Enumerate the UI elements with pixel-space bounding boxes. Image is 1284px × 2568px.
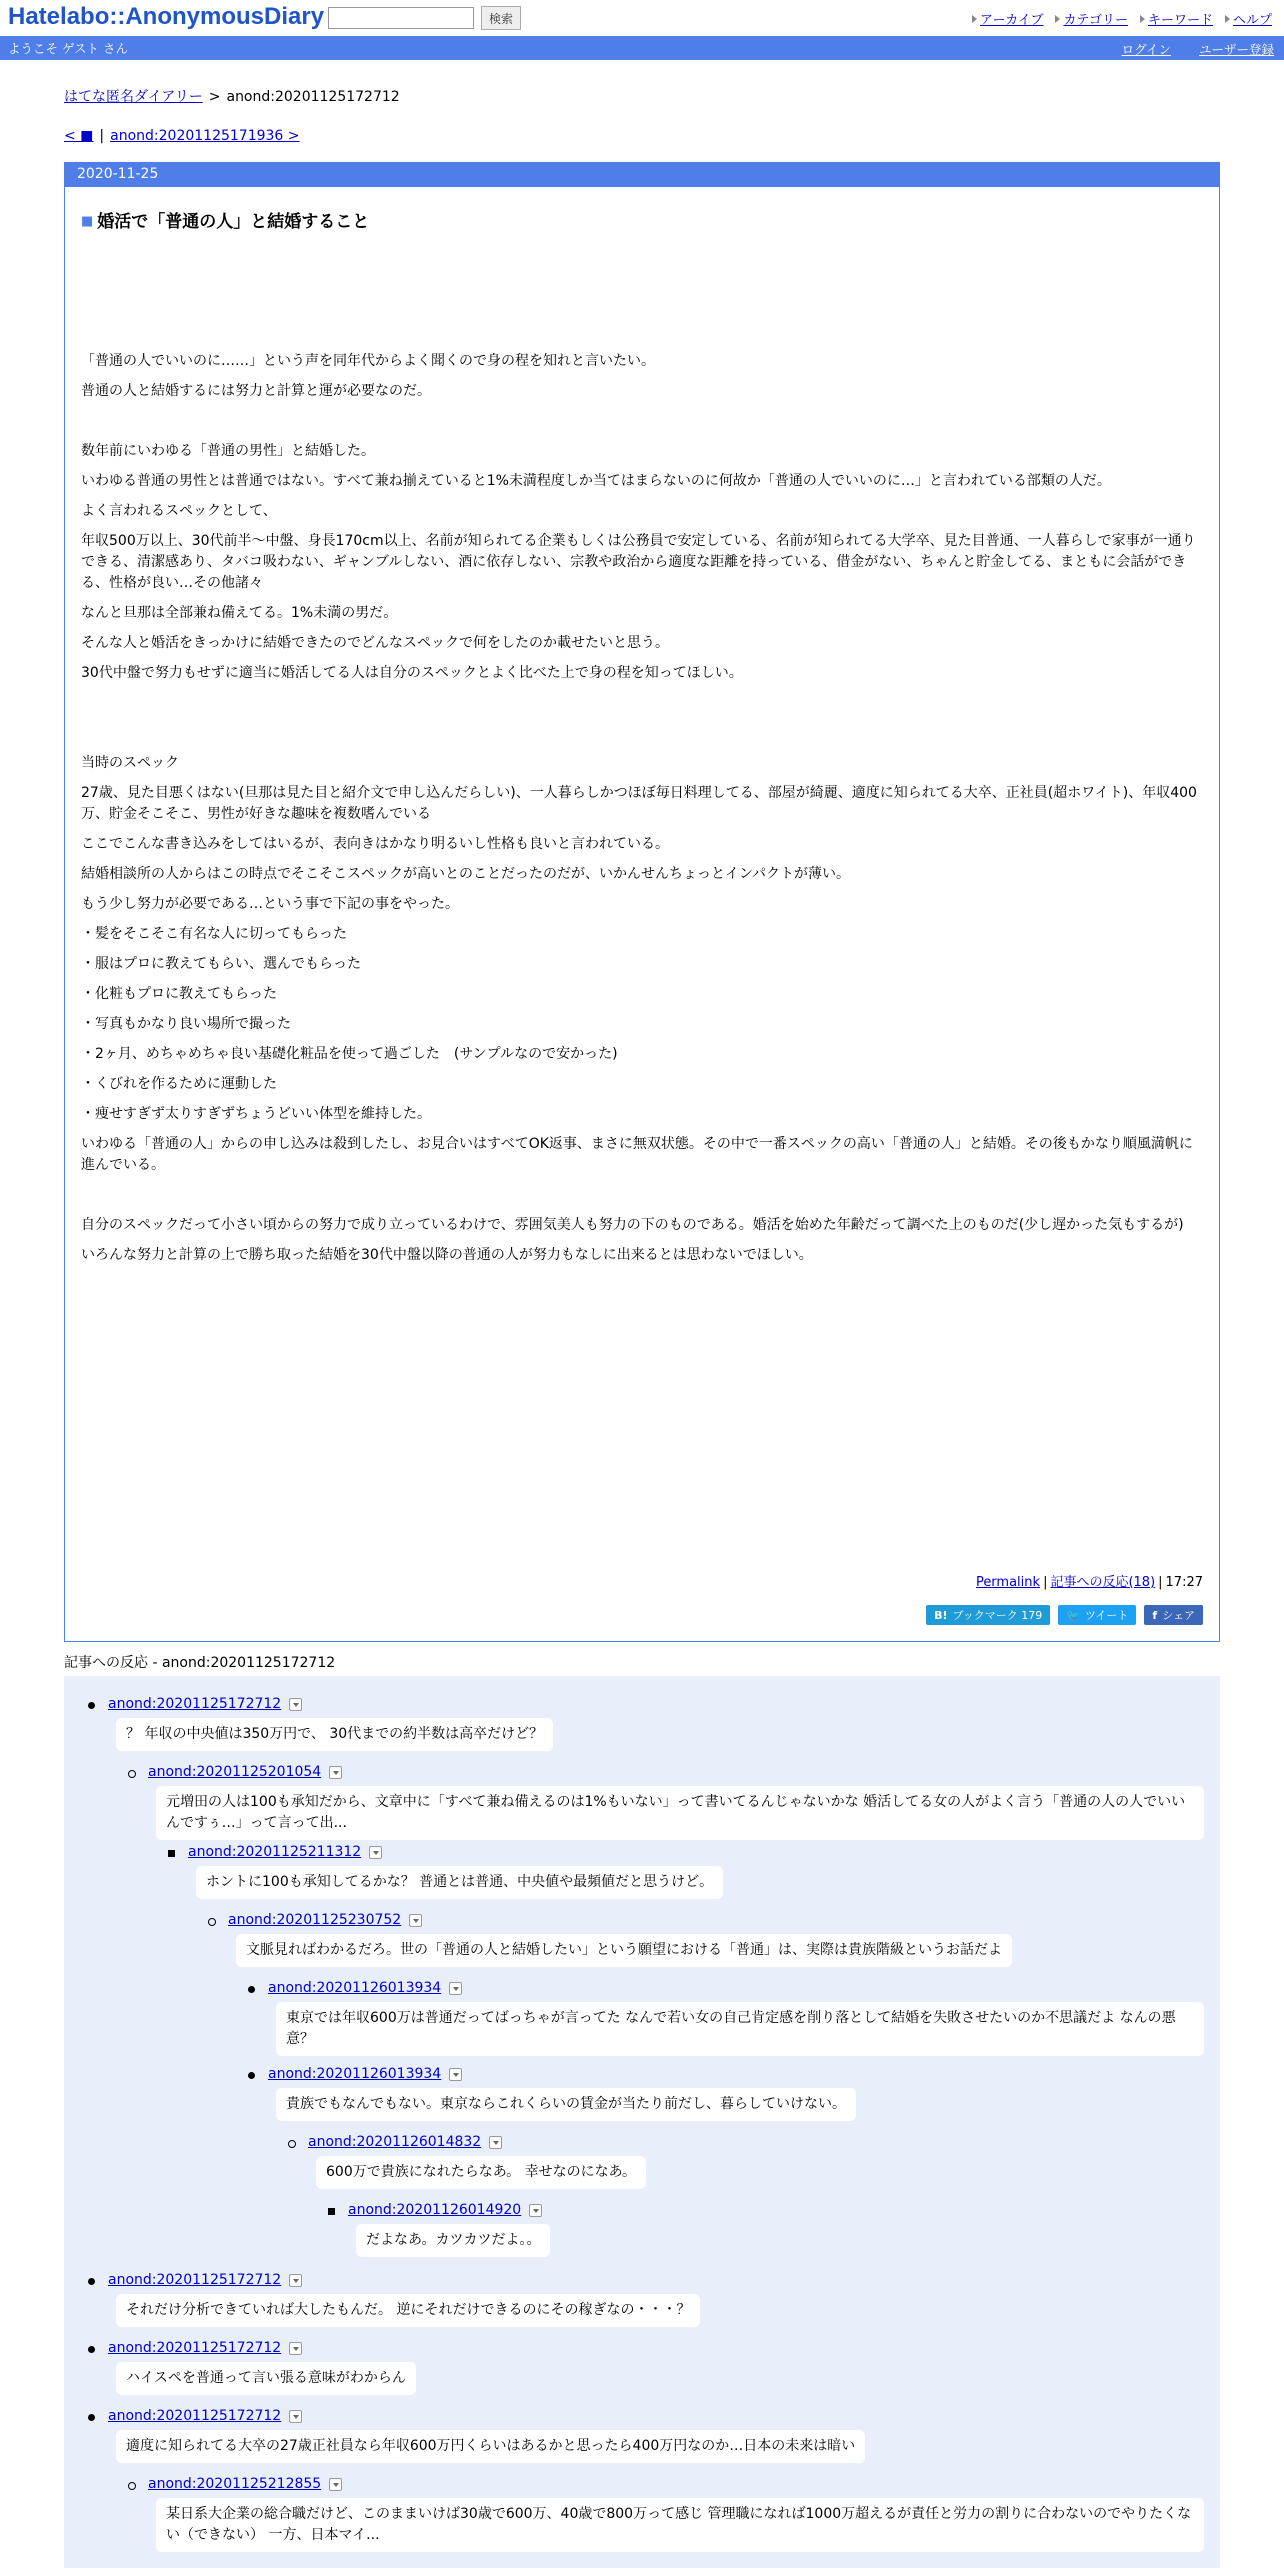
dropdown-menu-icon[interactable]: [369, 1846, 382, 1859]
entry-paragraph: よく言われるスペックとして、: [81, 503, 277, 519]
entry-paragraph: いわゆる普通の男性とは普通ではない。すべて兼ね揃えていると1%未満程度しか当てはまらないのに何故か「普通の人でいいのに…」と言われている部類の人だ。: [81, 473, 1111, 489]
facebook-icon: f: [1152, 1608, 1158, 1622]
nav-keyword-link[interactable]: キーワード: [1147, 13, 1213, 28]
entry-paragraph: 27歳、見た目悪くはない(旦那は見た目と紹介文で申し込んだらしい)、一人暮らしかつほぼ毎日料理してる、部屋が綺麗、適度に知られてる大卒、正社員(超ホワイト)、年収400万、貯金そこそこ、男性が好きな趣味を複数嗜んでいる: [81, 785, 1197, 822]
response-header: [108, 1696, 302, 1712]
response-link[interactable]: anond:20201126013934: [268, 1980, 442, 1996]
list-bullet-icon: [208, 1918, 216, 1926]
top-bar: [0, 0, 1284, 36]
top-nav: [972, 9, 1272, 28]
footer-separator: |: [1158, 1575, 1163, 1590]
response-header: [108, 2408, 302, 2424]
responses-heading: 記事への反応 - anond:20201125172712: [64, 1652, 1220, 1677]
response-excerpt: ハイスペを普通って言い張る意味がわからん: [116, 2362, 416, 2395]
entry-paragraph: ・化粧もプロに教えてもらった: [81, 986, 277, 1002]
permalink-link[interactable]: Permalink: [975, 1575, 1041, 1590]
list-bullet-icon: [88, 2346, 95, 2353]
search-button[interactable]: 検索: [481, 6, 521, 30]
breadcrumb-home-link[interactable]: はてな匿名ダイアリー: [64, 89, 203, 105]
nav-archive[interactable]: [972, 9, 1044, 28]
entry-title: [81, 207, 369, 232]
breadcrumb-current: anond:20201125172712: [226, 89, 400, 105]
response-link[interactable]: anond:20201125172712: [108, 1696, 282, 1712]
nav-help[interactable]: [1225, 9, 1272, 28]
share-buttons: [926, 1605, 1203, 1625]
list-bullet-icon: [248, 1986, 255, 1993]
welcome-bar: [0, 36, 1284, 60]
dropdown-menu-icon[interactable]: [329, 1766, 342, 1779]
entry-pager: [64, 128, 300, 144]
dropdown-menu-icon[interactable]: [489, 2136, 502, 2149]
entry-paragraph: そんな人と婚活をきっかけに結婚できたのでどんなスペックで何をしたのか載せたいと思う。: [81, 635, 669, 651]
nav-category-link[interactable]: カテゴリー: [1063, 13, 1128, 28]
tweet-button[interactable]: [1058, 1605, 1136, 1625]
bookmark-count: 179: [1021, 1608, 1043, 1622]
response-link[interactable]: anond:20201125172712: [108, 2272, 282, 2288]
dropdown-menu-icon[interactable]: [289, 2342, 302, 2355]
list-bullet-icon: [88, 2278, 95, 2285]
dropdown-menu-icon[interactable]: [449, 1982, 462, 1995]
hatena-bookmark-button[interactable]: [926, 1605, 1050, 1625]
twitter-bird-icon: 🐦: [1066, 1608, 1080, 1622]
nav-archive-link[interactable]: アーカイブ: [979, 13, 1044, 28]
response-header: [348, 2202, 542, 2218]
nav-keyword[interactable]: [1140, 9, 1213, 28]
nav-category[interactable]: [1055, 9, 1127, 28]
entry-paragraph: ・服はプロに教えてもらい、選んでもらった: [81, 956, 361, 972]
response-link[interactable]: anond:20201126014832: [308, 2134, 482, 2150]
response-excerpt: 文脈見ればわかるだろ。世の「普通の人と結婚したい」という願望における「普通」は、実際は貴族階級というお話だよ: [236, 1934, 1012, 1967]
entry-paragraph: ここでこんな書き込みをしてはいるが、表向きはかなり明るいし性格も良いと言われている。: [81, 836, 669, 852]
entry-paragraph: いわゆる「普通の人」からの申し込みは殺到したし、お見合いはすべてOK返事、まさに無双状態。その中で一番スペックの高い「普通の人」と結婚。その後もかなり順風満帆に進んでいる。: [81, 1136, 1193, 1173]
responses-tree: [64, 1676, 1220, 2568]
response-header: [188, 1844, 382, 1860]
footer-separator: |: [1043, 1575, 1048, 1590]
response-excerpt: 適度に知られてる大卒の27歳正社員なら年収600万円くらいはあるかと思ったら400万円なのか…日本の未来は暗い: [116, 2430, 865, 2463]
list-bullet-icon: [88, 2414, 95, 2421]
entry-paragraph: いろんな努力と計算の上で勝ち取った結婚を30代中盤以降の普通の人が努力もなしに出来るとは思わないでほしい。: [81, 1247, 813, 1263]
entry-footer: [976, 1571, 1203, 1590]
triangle-icon: [1140, 15, 1145, 23]
entry-paragraph: [81, 411, 1201, 432]
triangle-icon: [1225, 15, 1230, 23]
entry-paragraph: 数年前にいわゆる「普通の男性」と結婚した。: [81, 443, 375, 459]
response-excerpt: ホントに100も承知してるかな？ 普通とは普通、中央値や最頻値だと思うけど。: [196, 1866, 723, 1899]
dropdown-menu-icon[interactable]: [529, 2204, 542, 2217]
entry-paragraph: [81, 723, 1201, 744]
response-link[interactable]: anond:20201125212855: [148, 2476, 322, 2492]
dropdown-menu-icon[interactable]: [329, 2478, 342, 2491]
entry-title-text: 婚活で「普通の人」と結婚すること: [97, 212, 370, 232]
entry-paragraph: もう少し努力が必要である…という事で下記の事をやった。: [81, 896, 459, 912]
bookmark-icon: B!: [934, 1608, 948, 1622]
entry-paragraph: 結婚相談所の人からはこの時点でそこそこスペックが高いとのことだったのだが、いかんせんちょっとインパクトが薄い。: [81, 866, 851, 882]
dropdown-menu-icon[interactable]: [289, 2274, 302, 2287]
bookmark-label: ブックマーク: [952, 1609, 1018, 1622]
entry-body: [81, 351, 1201, 1275]
triangle-icon: [972, 15, 977, 23]
response-header: [268, 2066, 462, 2082]
pager-separator: |: [99, 128, 105, 144]
search-input[interactable]: [328, 7, 474, 29]
response-header: [268, 1980, 462, 1996]
prev-entry-link[interactable]: < ■: [64, 128, 94, 144]
login-link[interactable]: ログイン: [1121, 42, 1171, 57]
list-bullet-icon: [248, 2072, 255, 2079]
response-link[interactable]: anond:20201125172712: [108, 2408, 282, 2424]
entry-paragraph: ・痩せすぎず太りすぎずちょうどいい体型を維持した。: [81, 1106, 431, 1122]
response-excerpt: 貴族でもなんでもない。東京ならこれくらいの賃金が当たり前だし、暮らしていけない。: [276, 2088, 856, 2121]
list-bullet-icon: [128, 1770, 136, 1778]
dropdown-menu-icon[interactable]: [449, 2068, 462, 2081]
entry-paragraph: 当時のスペック: [81, 755, 179, 771]
response-excerpt: ？ 年収の中央値は350万円で、 30代までの約半数は高卒だけど？: [116, 1718, 553, 1751]
dropdown-menu-icon[interactable]: [289, 2410, 302, 2423]
response-header: [108, 2340, 302, 2356]
entry-paragraph: 自分のスペックだって小さい頃からの努力で成り立っているわけで、雰囲気美人も努力の下のものである。婚活を始めた年齢だって調べた上のものだ(少し遅かった気もするが): [81, 1217, 1184, 1233]
day-section: [64, 162, 1220, 1642]
entry-paragraph: ・2ヶ月、めちゃめちゃ良い基礎化粧品を使って過ごした (サンプルなので安かった): [81, 1046, 618, 1062]
response-excerpt: 某日系大企業の総合職だけど、このままいけば30歳で600万、40歳で800万って感じ 管理職になれば1000万超えるが責任と労力の割りに合わないのでやりたくない（できない） 一方、日本マイ...: [156, 2498, 1204, 2552]
entry-paragraph: ・髪をそこそこ有名な人に切ってもらった: [81, 926, 347, 942]
list-bullet-icon: [168, 1850, 175, 1857]
entry-time: 17:27: [1165, 1575, 1203, 1590]
response-link[interactable]: anond:20201125230752: [228, 1912, 402, 1928]
entry-paragraph: [81, 1185, 1201, 1206]
welcome-text: ようこそ ゲスト さん: [8, 41, 128, 56]
response-link[interactable]: anond:20201125201054: [148, 1764, 322, 1780]
response-header: [148, 2476, 342, 2492]
register-link[interactable]: ユーザー登録: [1198, 42, 1274, 57]
entry-paragraph: [81, 693, 1201, 714]
list-bullet-icon: [328, 2208, 335, 2215]
reactions-link[interactable]: 記事への反応(18): [1050, 1575, 1156, 1590]
entry-paragraph: 30代中盤で努力もせずに適当に婚活してる人は自分のスペックとよく比べた上で身の程を知ってほしい。: [81, 665, 743, 681]
list-bullet-icon: [288, 2140, 296, 2148]
entry-paragraph: 普通の人と結婚するには努力と計算と運が必要なのだ。: [81, 383, 431, 399]
site-logo[interactable]: Hatelabo::AnonymousDiary: [8, 3, 325, 30]
list-bullet-icon: [128, 2482, 136, 2490]
response-excerpt: 元増田の人は100も承知だから、文章中に「すべて兼ね備えるのは1%もいない」って書いてるんじゃないかな 婚活してる女の人がよく言う「普通の人の人でいいんですぅ…」って言って出...: [156, 1786, 1204, 1840]
response-excerpt: 600万で貴族になれたらなあ。 幸せなのになあ。: [316, 2156, 646, 2189]
response-link[interactable]: anond:20201126013934: [268, 2066, 442, 2082]
entry-paragraph: 「普通の人でいいのに……」という声を同年代からよく聞くので身の程を知れと言いたい。: [81, 353, 655, 369]
next-entry-link[interactable]: anond:20201125171936 >: [110, 128, 300, 144]
response-excerpt: 東京では年収600万は普通だってばっちゃが言ってた なんで若い女の自己肯定感を削り落として結婚を失敗させたいのか不思議だよ なんの悪意？: [276, 2002, 1204, 2056]
breadcrumb-separator: >: [208, 89, 221, 105]
nav-help-link[interactable]: ヘルプ: [1232, 13, 1272, 28]
response-header: [308, 2134, 502, 2150]
square-bullet-icon[interactable]: ■: [81, 214, 94, 229]
response-excerpt: それだけ分析できていれば大したもんだ。 逆にそれだけできるのにその稼ぎなの・・・？: [116, 2294, 700, 2327]
breadcrumb: [64, 86, 400, 106]
response-link[interactable]: anond:20201125172712: [108, 2340, 282, 2356]
entry-paragraph: なんと旦那は全部兼ね備えてる。1%未満の男だ。: [81, 605, 398, 621]
response-header: [228, 1912, 422, 1928]
entry-paragraph: ・写真もかなり良い場所で撮った: [81, 1016, 291, 1032]
facebook-share-button[interactable]: [1144, 1605, 1203, 1625]
response-excerpt: だよなあ。カツカツだよ。。: [356, 2224, 550, 2257]
list-bullet-icon: [88, 1702, 95, 1709]
response-header: [148, 1764, 342, 1780]
entry-paragraph: ・くびれを作るために運動した: [81, 1076, 277, 1092]
response-link[interactable]: anond:20201126014920: [348, 2202, 522, 2218]
share-label: シェア: [1162, 1609, 1195, 1622]
response-link[interactable]: anond:20201125211312: [188, 1844, 362, 1860]
account-links: [1122, 40, 1274, 58]
day-date: 2020-11-25: [65, 163, 1219, 187]
response-header: [108, 2272, 302, 2288]
entry-paragraph: 年収500万以上、30代前半〜中盤、身長170cm以上、名前が知られてる企業もしくは公務員で安定している、名前が知られてる大学卒、見た目普通、一人暮らしで家事が一通りできる、清潔感あり、タバコ吸わない、ギャンブルしない、酒に依存しない、宗教や政治から適度な距離を持っている、借金がない、ちゃんと貯金してる、まともに会話ができる、性格が良い…その他諸々: [81, 533, 1196, 591]
dropdown-menu-icon[interactable]: [409, 1914, 422, 1927]
dropdown-menu-icon[interactable]: [289, 1698, 302, 1711]
triangle-icon: [1055, 15, 1060, 23]
tweet-label: ツイート: [1084, 1609, 1129, 1622]
